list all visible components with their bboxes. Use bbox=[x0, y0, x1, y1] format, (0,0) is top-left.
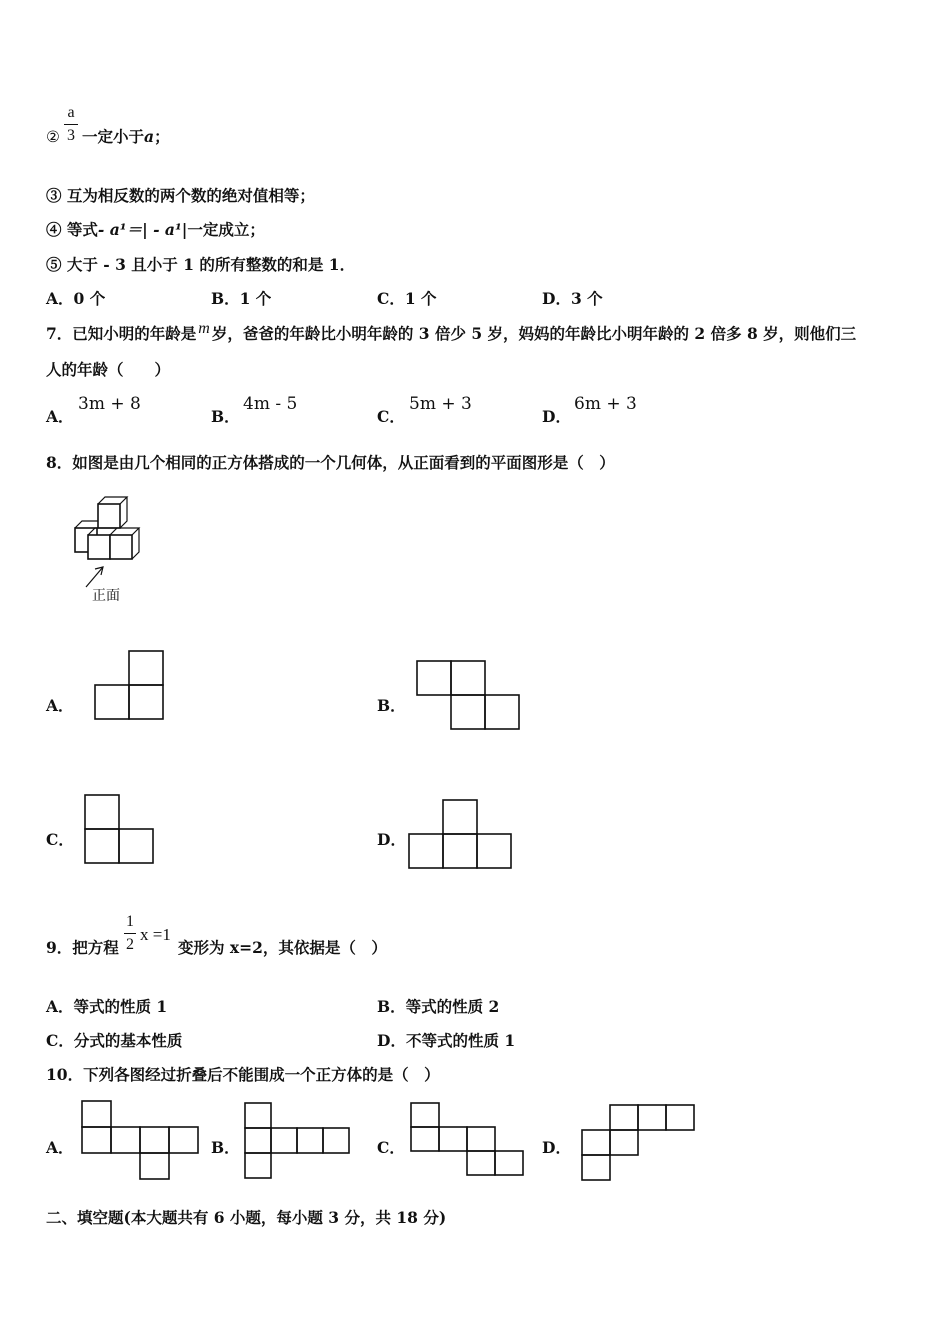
q10-label-d[interactable]: D． bbox=[542, 1138, 571, 1157]
q6-item2-fraction bbox=[64, 104, 78, 145]
q6-item2-circle: ② bbox=[46, 128, 60, 146]
q10-option-d-net[interactable] bbox=[581, 1104, 701, 1184]
q6-item4: ④ 等式- a¹＝| - a¹|一定成立； bbox=[46, 220, 265, 239]
q8-label-d[interactable]: D． bbox=[377, 830, 406, 849]
q9-option-a[interactable]: A．等式的性质 1 bbox=[46, 997, 168, 1016]
q8-front-label: 正面 bbox=[92, 588, 120, 604]
q6-item2-text: 一定小于a； bbox=[82, 127, 170, 146]
q7-option-b-expr: 4m - 5 bbox=[243, 394, 298, 414]
q9-option-c[interactable]: C．分式的基本性质 bbox=[46, 1031, 183, 1050]
q7-label-a[interactable]: A． bbox=[46, 407, 74, 426]
q7-label-b[interactable]: B． bbox=[211, 407, 240, 426]
fraction-denominator: 3 bbox=[67, 127, 75, 144]
q6-option-b[interactable]: B．1 个 bbox=[211, 289, 272, 308]
fraction-numerator: 1 bbox=[126, 913, 134, 930]
q6-item3: ③ 互为相反数的两个数的绝对值相等； bbox=[46, 186, 315, 205]
q8-label-a[interactable]: A． bbox=[46, 696, 74, 715]
q8-stem: 8．如图是由几个相同的正方体搭成的一个几何体，从正面看到的平面图形是（ ） bbox=[46, 453, 615, 472]
q10-option-c-net[interactable] bbox=[410, 1102, 530, 1182]
q9-prefix: 9．把方程 bbox=[46, 938, 119, 957]
q10-label-b[interactable]: B． bbox=[211, 1138, 240, 1157]
q7-option-d-expr: 6m + 3 bbox=[574, 394, 637, 414]
q10-option-a-net[interactable] bbox=[81, 1100, 201, 1184]
q6-option-c[interactable]: C．1 个 bbox=[377, 289, 437, 308]
q7-option-a-expr: 3m + 8 bbox=[78, 394, 141, 414]
section2-title: 二、填空题(本大题共有 6 小题，每小题 3 分，共 18 分) bbox=[46, 1208, 447, 1227]
q10-label-c[interactable]: C． bbox=[377, 1138, 405, 1157]
q9-equation-rest: x =1 bbox=[140, 925, 171, 944]
q7-stem-line2: 人的年龄（ ） bbox=[46, 360, 171, 379]
q6-item5: ⑤ 大于 - 3 且小于 1 的所有整数的和是 1． bbox=[46, 255, 356, 274]
q9-option-b[interactable]: B．等式的性质 2 bbox=[377, 997, 500, 1016]
q7-option-c-expr: 5m + 3 bbox=[409, 394, 472, 414]
q8-option-b-figure[interactable] bbox=[416, 660, 524, 732]
fraction-numerator: a bbox=[67, 104, 75, 121]
q10-label-a[interactable]: A． bbox=[46, 1138, 74, 1157]
q8-option-d-figure[interactable] bbox=[408, 799, 516, 871]
q9-option-d[interactable]: D．不等式的性质 1 bbox=[377, 1031, 516, 1050]
q7-label-d[interactable]: D． bbox=[542, 407, 571, 426]
q10-option-b-net[interactable] bbox=[244, 1102, 354, 1186]
q6-option-a[interactable]: A．0 个 bbox=[46, 289, 106, 308]
q8-label-c[interactable]: C． bbox=[46, 830, 74, 849]
q7-stem-line1: 7．已知小明的年龄是 m 岁，爸爸的年龄比小明年龄的 3 倍少 5 岁，妈妈的年龄比小明年龄的 2 倍多 8 岁，则他们三 bbox=[46, 320, 857, 343]
q10-stem: 10．下列各图经过折叠后不能围成一个正方体的是（ ） bbox=[46, 1065, 440, 1084]
fraction-denominator: 2 bbox=[126, 936, 134, 953]
q8-option-c-figure[interactable] bbox=[84, 794, 156, 866]
q6-option-d[interactable]: D．3 个 bbox=[542, 289, 603, 308]
q9-suffix: 变形为 x=2，其依据是（ ） bbox=[178, 938, 387, 957]
q7-label-c[interactable]: C． bbox=[377, 407, 405, 426]
q9-fraction bbox=[124, 913, 136, 954]
q8-option-a-figure[interactable] bbox=[94, 650, 166, 722]
q8-label-b[interactable]: B． bbox=[377, 696, 406, 715]
